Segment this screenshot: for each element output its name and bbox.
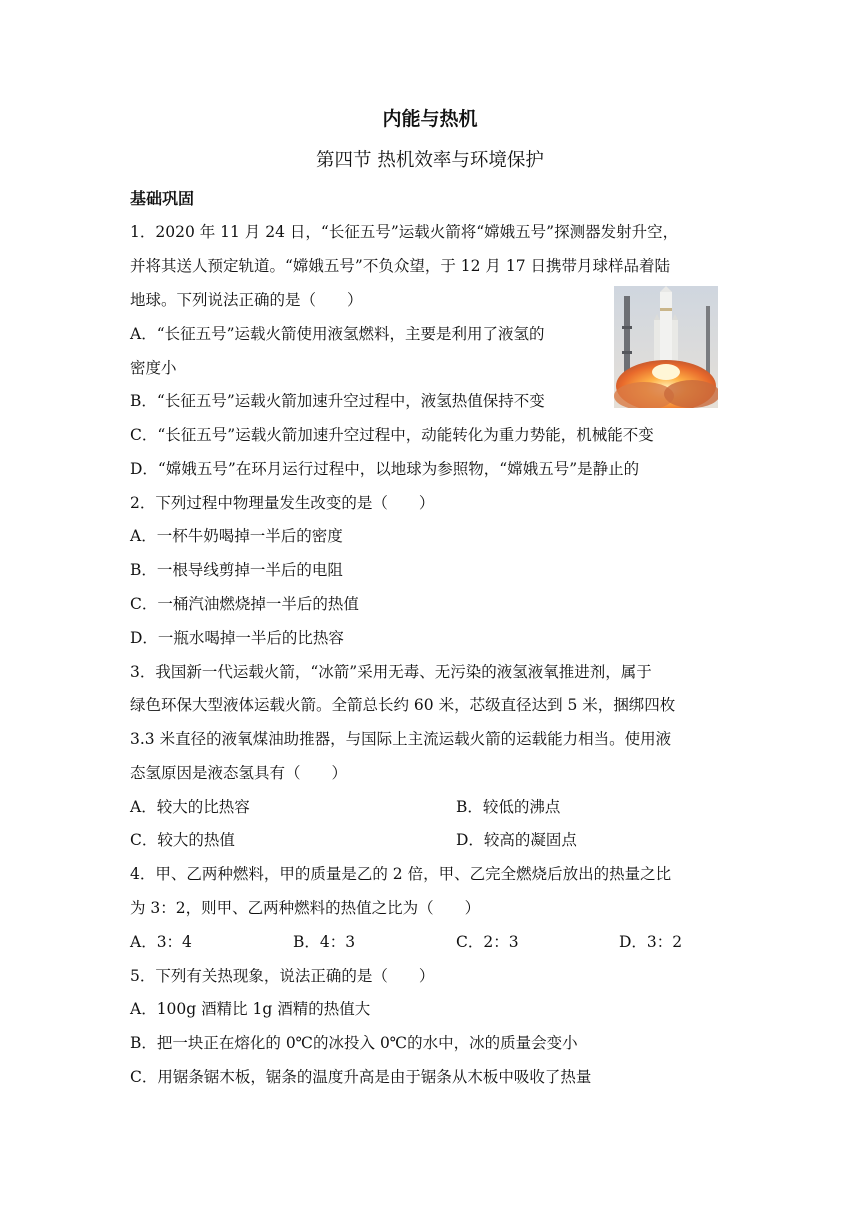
q2-option-b: B．一根导线剪掉一半后的电阻 xyxy=(130,561,343,579)
q3-option-a: A．较大的比热容 xyxy=(130,798,250,816)
q2-stem: 2．下列过程中物理量发生改变的是（ ） xyxy=(130,494,435,512)
q3-stem-line: 态氢原因是液态氢具有（ ） xyxy=(130,764,348,782)
chapter-title: 内能与热机 xyxy=(382,108,478,130)
q3-stem-line: 3.3 米直径的液氧煤油助推器，与国际上主流运载火箭的运载能力相当。使用液 xyxy=(130,730,672,748)
q1-option-c: C．“长征五号”运载火箭加速升空过程中，动能转化为重力势能，机械能不变 xyxy=(130,426,654,444)
q1-option-a: A．“长征五号”运载火箭使用液氢燃料，主要是利用了液氢的 xyxy=(130,325,545,343)
q5-option-b: B．把一块正在熔化的 0℃的冰投入 0℃的水中，冰的质量会变小 xyxy=(130,1034,578,1052)
q1-stem-line: 1．2020 年 11 月 24 日，“长征五号”运载火箭将“嫦娥五号”探测器发射升空， xyxy=(130,223,679,241)
q3-stem-line: 绿色环保大型液体运载火箭。全箭总长约 60 米，芯级直径达到 5 米，捆绑四枚 xyxy=(130,696,676,714)
q1-stem-line: 并将其送人预定轨道。“嫦娥五号”不负众望，于 12 月 17 日携带月球样品着陆 xyxy=(130,257,671,275)
q1-option-a-cont: 密度小 xyxy=(130,359,177,377)
q5-stem: 5．下列有关热现象，说法正确的是（ ） xyxy=(130,967,435,985)
q3-stem-line: 3．我国新一代运载火箭，“冰箭”采用无毒、无污染的液氢液氧推进剂，属于 xyxy=(130,663,652,681)
section-heading: 基础巩固 xyxy=(130,189,195,208)
q4-stem-line: 4．甲、乙两种燃料，甲的质量是乙的 2 倍，甲、乙完全燃烧后放出的热量之比 xyxy=(130,865,672,883)
q2-option-c: C．一桶汽油燃烧掉一半后的热值 xyxy=(130,595,359,613)
q4-option-c: C．2：3 xyxy=(456,933,519,951)
q3-option-d: D．较高的凝固点 xyxy=(456,831,577,849)
section-title: 第四节 热机效率与环境保护 xyxy=(316,150,544,171)
q3-option-c: C．较大的热值 xyxy=(130,831,235,849)
q5-option-c: C．用锯条锯木板，锯条的温度升高是由于锯条从木板中吸收了热量 xyxy=(130,1068,592,1086)
q3-option-b: B．较低的沸点 xyxy=(456,798,561,816)
q4-option-d: D．3：2 xyxy=(619,933,683,951)
q4-stem-line: 为 3：2，则甲、乙两种燃料的热值之比为（ ） xyxy=(130,899,481,917)
q5-option-a: A．100g 酒精比 1g 酒精的热值大 xyxy=(130,1000,371,1018)
q1-option-b: B．“长征五号”运载火箭加速升空过程中，液氢热值保持不变 xyxy=(130,392,545,410)
q2-option-a: A．一杯牛奶喝掉一半后的密度 xyxy=(130,527,343,545)
rocket-launch-image xyxy=(614,286,718,408)
q1-option-d: D．“嫦娥五号”在环月运行过程中，以地球为参照物，“嫦娥五号”是静止的 xyxy=(130,460,640,478)
q4-option-b: B．4：3 xyxy=(293,933,356,951)
q1-stem-line: 地球。下列说法正确的是（ ） xyxy=(130,291,363,309)
q4-option-a: A．3：4 xyxy=(130,933,192,951)
q2-option-d: D．一瓶水喝掉一半后的比热容 xyxy=(130,629,344,647)
